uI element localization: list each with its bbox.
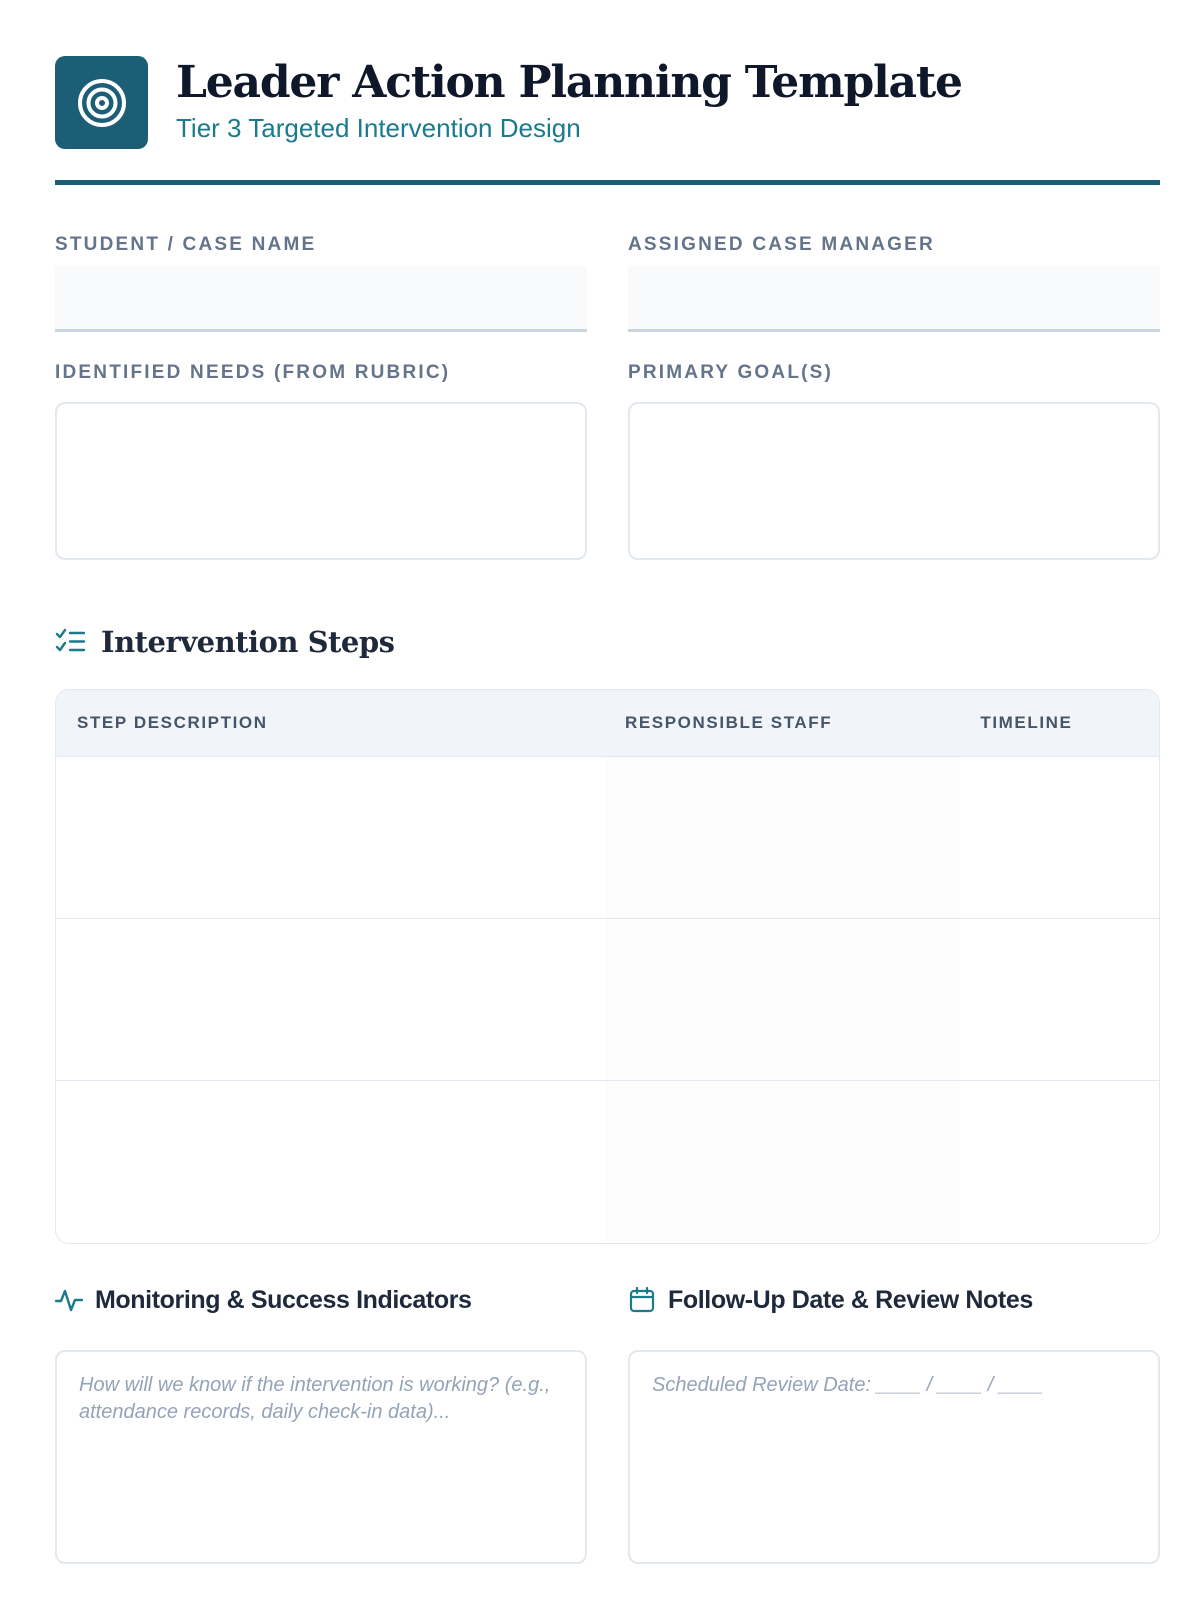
checklist-icon (55, 626, 87, 658)
calendar-icon (628, 1286, 656, 1314)
header-text (176, 56, 962, 143)
timeline-cell[interactable] (960, 1081, 1159, 1243)
page-subtitle: Tier 3 Targeted Intervention Design (176, 112, 581, 143)
column-header-step-description: STEP DESCRIPTION (77, 713, 268, 732)
intervention-steps-table (55, 689, 1160, 1244)
intervention-steps-title: Intervention Steps (101, 625, 395, 659)
monitoring-title: Monitoring & Success Indicators (95, 1285, 472, 1314)
step-description-cell[interactable] (56, 757, 605, 918)
column-header-responsible-staff: RESPONSIBLE STAFF (624, 713, 833, 732)
responsible-staff-cell[interactable] (605, 1081, 960, 1243)
step-description-cell[interactable] (56, 919, 605, 1080)
follow-up-title: Follow-Up Date & Review Notes (668, 1285, 1033, 1314)
identified-needs-label: IDENTIFIED NEEDS (FROM RUBRIC) (55, 362, 451, 383)
header-divider (55, 180, 1160, 185)
assigned-case-manager-label: ASSIGNED CASE MANAGER (628, 234, 935, 255)
primary-goals-field[interactable] (628, 402, 1160, 560)
action-plan-page (55, 56, 1160, 1423)
target-icon (55, 56, 148, 149)
table-row (56, 757, 1159, 919)
responsible-staff-cell[interactable] (605, 919, 960, 1080)
column-header-timeline: TIMELINE (980, 713, 1073, 732)
timeline-cell[interactable] (960, 919, 1159, 1080)
page-header (55, 56, 1160, 149)
timeline-cell[interactable] (960, 757, 1159, 918)
table-header (56, 690, 1159, 757)
student-case-name-field[interactable] (55, 266, 587, 332)
table-row (56, 919, 1159, 1081)
assigned-case-manager-field[interactable] (628, 266, 1160, 332)
follow-up-notes-field[interactable]: Scheduled Review Date: ____ / ____ / ____ (628, 1350, 1160, 1564)
activity-icon (55, 1286, 83, 1314)
step-description-cell[interactable] (56, 1081, 605, 1243)
follow-up-heading (628, 1280, 1033, 1320)
primary-goals-label: PRIMARY GOAL(S) (628, 362, 834, 383)
page-title: Leader Action Planning Template (176, 56, 962, 108)
monitoring-heading (55, 1280, 472, 1320)
student-case-name-label: STUDENT / CASE NAME (55, 234, 317, 255)
intervention-steps-heading (55, 622, 395, 662)
responsible-staff-cell[interactable] (605, 757, 960, 918)
identified-needs-field[interactable] (55, 402, 587, 560)
table-row (56, 1081, 1159, 1243)
monitoring-notes-field[interactable]: How will we know if the intervention is working? (e.g., attendance records, daily check-in data)... (55, 1350, 587, 1564)
